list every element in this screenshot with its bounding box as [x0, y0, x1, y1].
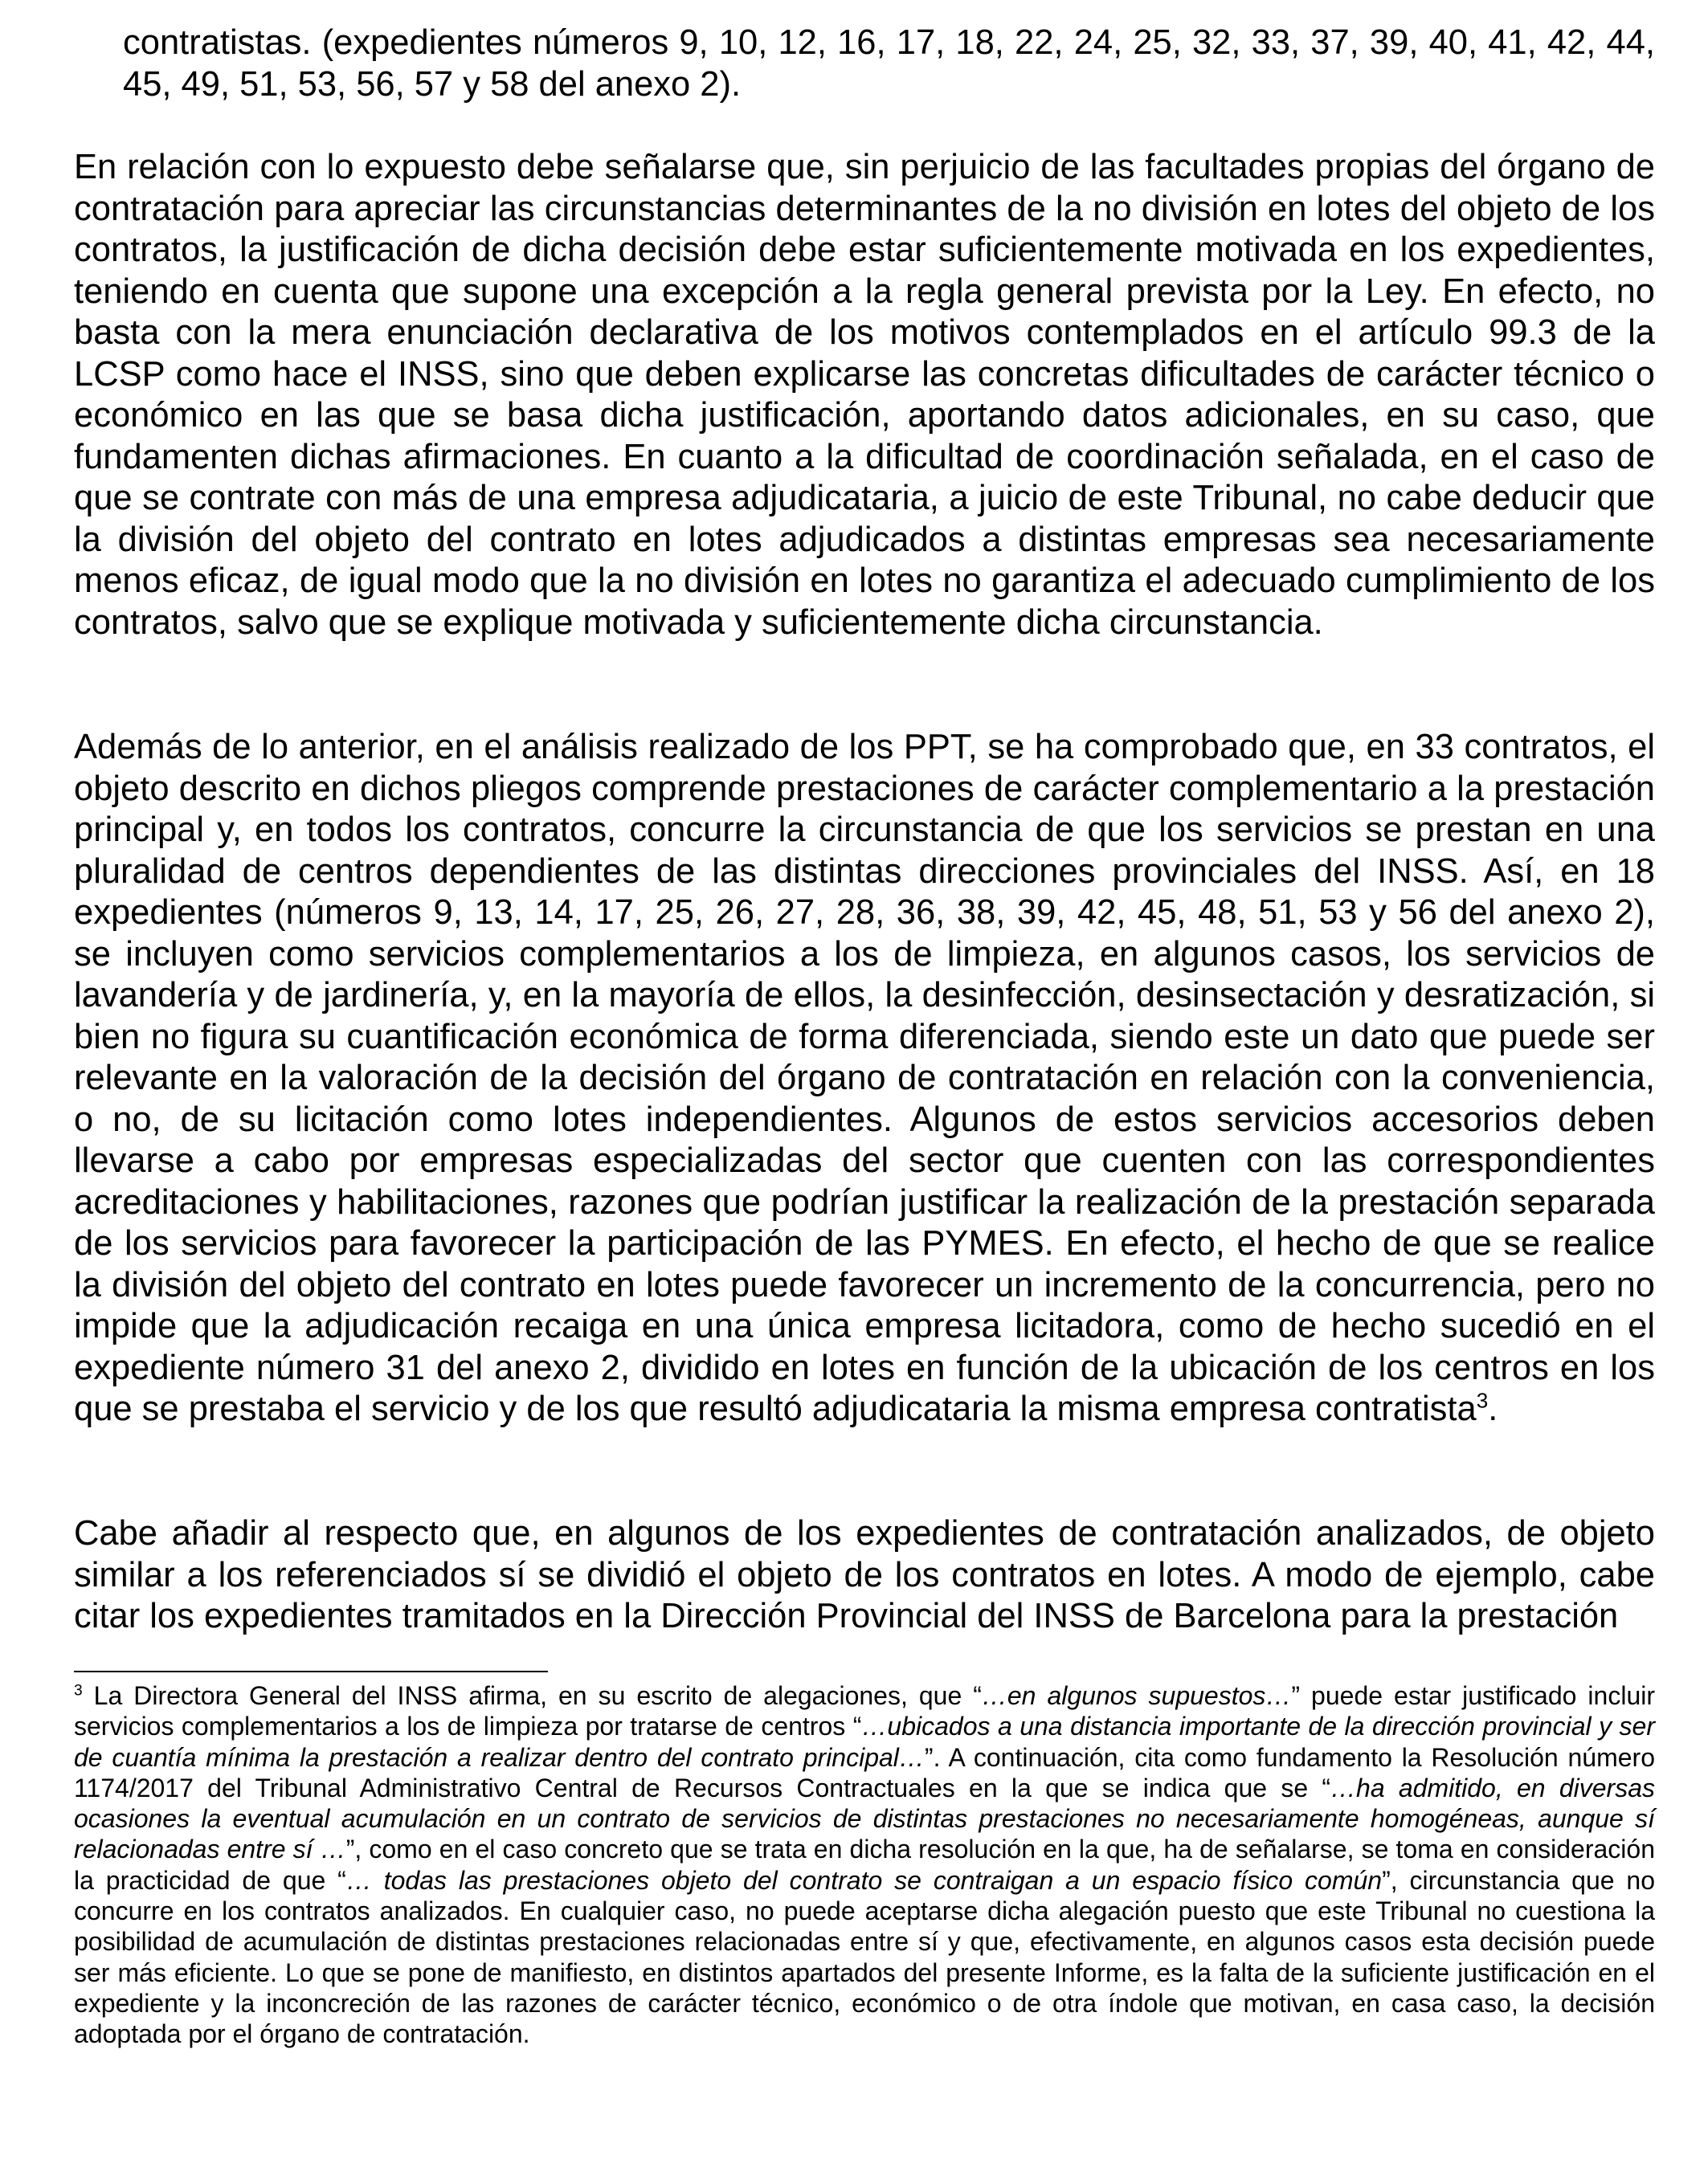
footnote-quote: …en algunos supuestos…	[981, 1681, 1292, 1710]
footnote-3	[74, 1680, 1655, 2050]
footnote-number: 3	[74, 1682, 83, 1700]
footnote-text: ”. A continuación, cita como fundamento la Resolución número 1174/2017 del Tribunal Administrativo Central de Recursos Contractuales en la que se indica que se “	[74, 1742, 1656, 1802]
paragraph-division-justification: En relación con lo expuesto debe señalarse que, sin perjuicio de las facultades propias del órgano de contratación para apreciar las circunstancias determinantes de la no división en lotes del objeto de los contratos, la justificación de dicha decisión debe estar suficientemente motivada en los expedientes, teniendo en cuenta que supone una excepción a la regla general prevista por la Ley. En efecto, no basta con la mera enunciación declarativa de los motivos contemplados en el artículo 99.3 de la LCSP como hace el INSS, sino que deben explicarse las concretas dificultades de carácter técnico o económico en las que se basa dicha justificación, aportando datos adicionales, en su caso, que fundamenten dichas afirmaciones. En cuanto a la dificultad de coordinación señalada, en el caso de que se contrate con más de una empresa adjudicataria, a juicio de este Tribunal, no cabe deducir que la división del objeto del contrato en lotes adjudicados a distintas empresas sea necesariamente menos eficaz, de igual modo que la no división en lotes no garantiza el adecuado cumplimiento de los contratos, salvo que se explique motivada y suficientemente dicha circunstancia.	[74, 148, 1655, 642]
footnote-separator	[74, 1671, 548, 1672]
paragraph-lot-division-examples: Cabe añadir al respecto que, en algunos de los expedientes de contratación analizados, de objeto similar a los referenciados sí se dividió el objeto de los contratos en lotes. A modo de ejemplo, cabe citar los expedientes tramitados en la Dirección Provincial del INSS de Barcelona para la prestación	[74, 1514, 1655, 1635]
footnote-quote: … todas las prestaciones objeto del contrato se contraigan a un espacio físico común	[345, 1865, 1383, 1895]
paragraph-complementary-services	[74, 727, 1655, 1431]
paragraph-complementary-services-text: Además de lo anterior, en el análisis realizado de los PPT, se ha comprobado que, en 33 contratos, el objeto descrito en dichos pliegos comprende prestaciones de carácter complementario a la prestación principal y, en todos los contratos, concurre la circunstancia de que los servicios se prestan en una pluralidad de centros dependientes de las distintas direcciones provinciales del INSS. Así, en 18 expedientes (números 9, 13, 14, 17, 25, 26, 27, 28, 36, 38, 39, 42, 45, 48, 51, 53 y 56 del anexo 2), se incluyen como servicios complementarios a los de limpieza, en algunos casos, los servicios de lavandería y de jardinería, y, en la mayoría de ellos, la desinfección, desinsectación y desratización, si bien no figura su cuantificación económica de forma diferenciada, siendo este un dato que puede ser relevante en la valoración de la decisión del órgano de contratación en relación con la conveniencia, o no, de su licitación como lotes independientes. Algunos de estos servicios accesorios deben llevarse a cabo por empresas especializadas del sector que cuenten con las correspondientes acreditaciones y habilitaciones, razones que podrían justificar la realización de la prestación separada de los servicios para favorecer la participación de las PYMES. En efecto, el hecho de que se realice la división del objeto del contrato en lotes puede favorecer un incremento de la concurrencia, pero no impide que la adjudicación recaiga en una única empresa licitadora, como de hecho sucedió en el expediente número 31 del anexo 2, dividido en lotes en función de la ubicación de los centros en los que se prestaba el servicio y de los que resultó adjudicataria la misma empresa contratista	[74, 728, 1655, 1428]
paragraph-end-punctuation: .	[1488, 1390, 1498, 1428]
footnote-text: La Directora General del INSS afirma, en su escrito de alegaciones, que “	[82, 1681, 982, 1710]
paragraph-continuation: contratistas. (expedientes números 9, 10, 12, 16, 17, 18, 22, 24, 25, 32, 33, 37, 39, 40, 41, 42, 44, 45, 49, 51, 53, 56, 57 y 58 del anexo 2).	[123, 23, 1655, 104]
footnote-quote: …ha admitido, en diversas ocasiones la eventual acumulación en un contrato de servicios de distintas prestaciones no necesariamente homogéneas, aunque sí relacionadas entre sí …	[74, 1773, 1656, 1864]
footnote-text: ”, como en el caso concreto que se trata en dicha resolución en la que, ha de señalarse, se toma en consideración la practicidad de que “	[74, 1835, 1656, 1895]
footnote-reference: 3	[1476, 1388, 1489, 1413]
footnote-quote: …ubicados a una distancia importante de la dirección provincial y ser de cuantía mínima la prestación a realizar dentro del contrato principal…	[74, 1712, 1656, 1772]
footnote-text: ” puede estar justificado incluir servicios complementarios a los de limpieza por tratarse de centros “	[74, 1681, 1655, 1741]
footnote-text: ”, circunstancia que no concurre en los contratos analizados. En cualquier caso, no puede aceptarse dicha alegación puesto que este Tribunal no cuestiona la posibilidad de acumulación de distintas prestaciones relacionadas entre sí y que, efectivamente, en algunos casos esta decisión puede ser más eficiente. Lo que se pone de manifiesto, en distintos apartados del presente Informe, es la falta de la suficiente justificación en el expediente y la inconcreción de las razones de carácter técnico, económico o de otra índole que motivan, en casa caso, la decisión adoptada por el órgano de contratación.	[74, 1865, 1656, 2049]
